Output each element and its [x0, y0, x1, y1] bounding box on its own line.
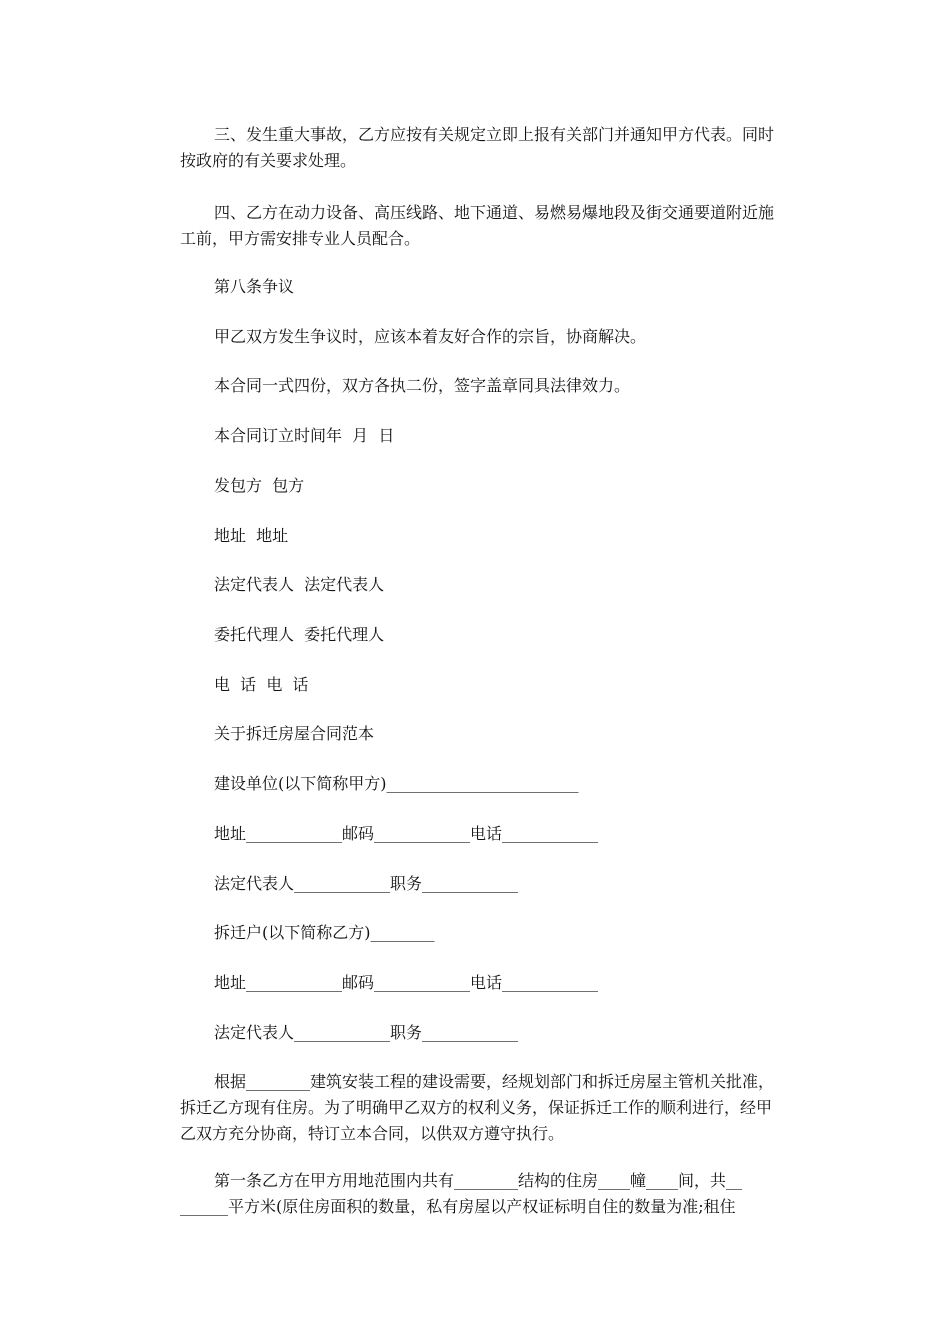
party-b-address-line: 地址____________邮码____________电话____________ — [214, 973, 599, 992]
paragraph-article-1: 第一条乙方在甲方用地范围内共有________结构的住房____幢____间，共__ ______平方米(原住房面积的数量，私有房屋以产权证标明自住的数量为准;租住 — [180, 1171, 743, 1216]
party-b-representative-line: 法定代表人____________职务____________ — [214, 1023, 519, 1042]
agent-line: 委托代理人 委托代理人 — [214, 625, 385, 644]
party-a-address-line: 地址____________邮码____________电话____________ — [214, 824, 599, 843]
paragraph-copies: 本合同一式四份，双方各执二份，签字盖章同具法律效力。 — [214, 376, 631, 395]
legal-representative-line: 法定代表人 法定代表人 — [214, 575, 385, 594]
parties-line: 发包方 包方 — [214, 476, 305, 495]
party-b-line: 拆迁户(以下简称乙方)________ — [214, 923, 435, 942]
paragraph-preamble: 根据________建筑安装工程的建设需要，经规划部门和拆迁房屋主管机关批准，拆迁乙方现有住房。为了明确甲乙双方的权利义务，保证拆迁工作的顺利进行，经甲乙双方充分协商，特订立本合同，以供双方遵守执行。 — [180, 1072, 775, 1143]
phone-line: 电 话 电 话 — [214, 675, 309, 694]
party-a-line: 建设单位(以下简称甲方)________________________ — [214, 774, 579, 793]
address-line: 地址 地址 — [214, 526, 289, 545]
section-title: 关于拆迁房屋合同范本 — [214, 724, 375, 743]
contract-date-line: 本合同订立时间年 月 日 — [214, 426, 395, 445]
paragraph-dispute: 甲乙双方发生争议时，应该本着友好合作的宗旨，协商解决。 — [214, 327, 647, 346]
paragraph-accident-report: 三、发生重大事故，乙方应按有关规定立即上报有关部门并通知甲方代表。同时按政府的有关要求处理。 — [180, 125, 775, 170]
article-8-heading: 第八条争议 — [214, 277, 295, 296]
party-a-representative-line: 法定代表人____________职务____________ — [214, 874, 519, 893]
paragraph-construction-coordination: 四、乙方在动力设备、高压线路、地下通道、易燃易爆地段及街交通要道附近施工前，甲方需安排专业人员配合。 — [180, 203, 775, 248]
